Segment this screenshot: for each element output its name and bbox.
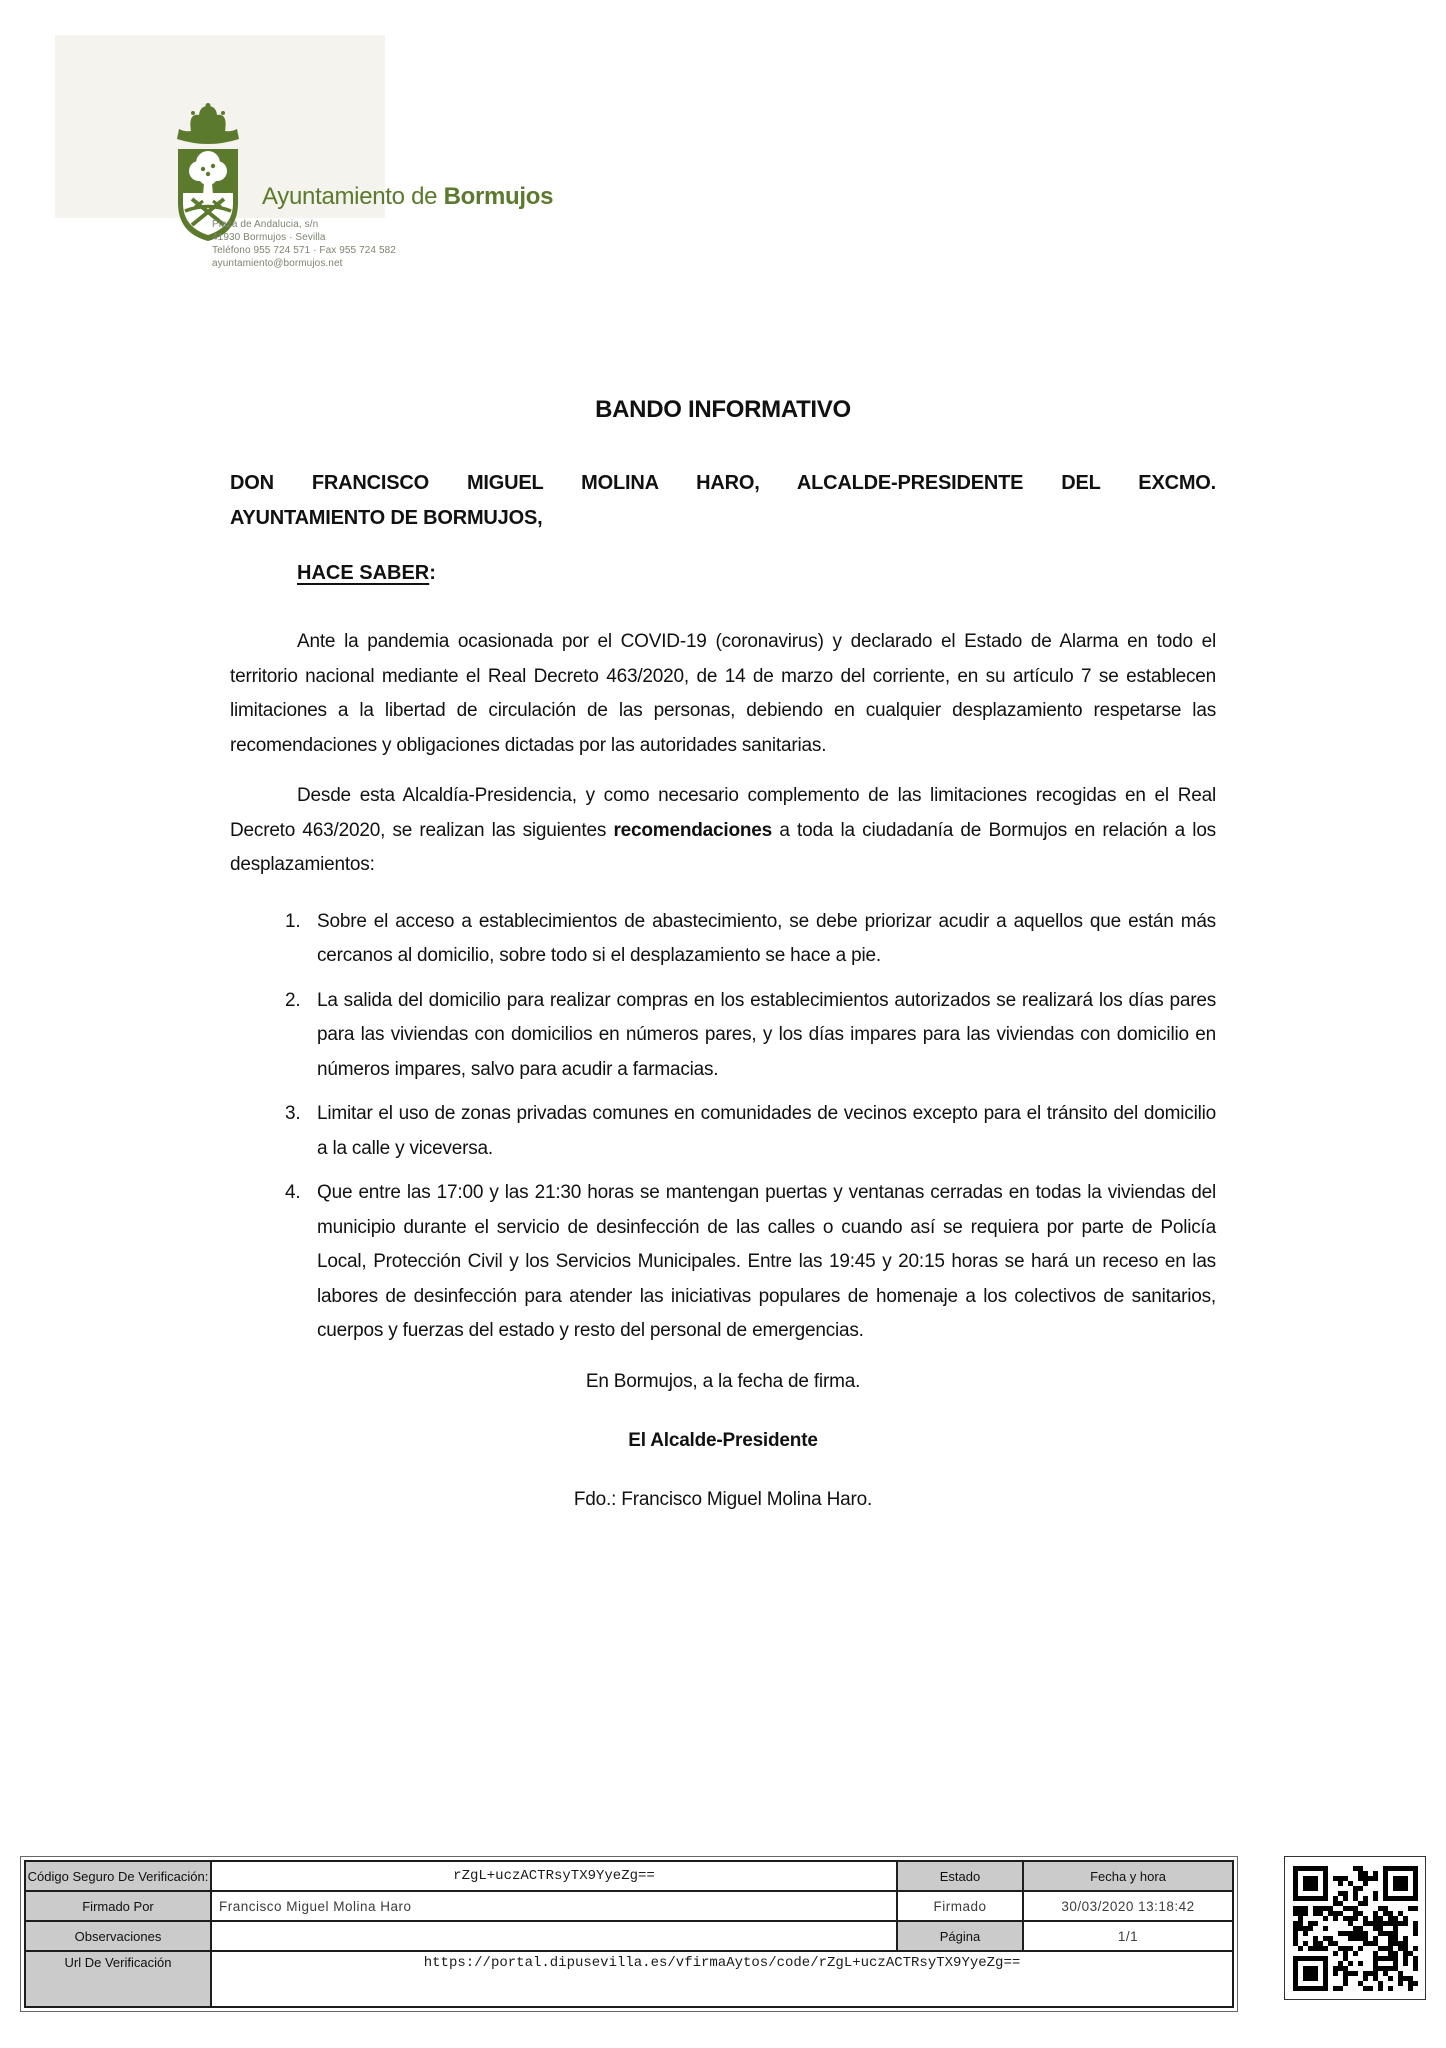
verification-table xyxy=(20,1856,1238,2012)
estado-header: Estado xyxy=(897,1861,1023,1891)
list-item xyxy=(230,984,1216,1088)
paragraph-2-bold: recomendaciones xyxy=(613,819,773,841)
observaciones-value xyxy=(211,1921,897,1951)
fecha-header: Fecha y hora xyxy=(1023,1861,1233,1891)
qr-code xyxy=(1284,1856,1426,2000)
document-body xyxy=(230,0,1216,1511)
csv-value: rZgL+uczACTRsyTX9YyeZg== xyxy=(211,1861,897,1891)
signature-line: Fdo.: Francisco Miguel Molina Haro. xyxy=(573,1488,873,1510)
intro-line-1: DON FRANCISCO MIGUEL MOLINA HARO, ALCALDE-PRESIDENTE DEL EXCMO. xyxy=(230,472,1216,494)
url-value: https://portal.dipusevilla.es/vfirmaAytos/code/rZgL+uczACTRsyTX9YyeZg== xyxy=(211,1951,1233,2007)
signer-title: El Alcalde-Presidente xyxy=(628,1429,818,1451)
table-row xyxy=(25,1951,1233,2007)
hace-saber-text: HACE SABER xyxy=(297,562,430,584)
intro-line-2: AYUNTAMIENTO DE BORMUJOS, xyxy=(230,507,543,529)
pagina-header: Página xyxy=(897,1921,1023,1951)
csv-label: Código Seguro De Verificación: xyxy=(25,1861,211,1891)
list-item-number: 4. xyxy=(285,1182,301,1203)
paragraph-2-text: Desde esta Alcaldía-Presidencia, y como necesario complemento de las limitaciones recogidas en el Real Decreto 463/2020, se realizan las siguientes xyxy=(230,785,1216,841)
qr-code-icon xyxy=(1293,1866,1418,1991)
verification-footer xyxy=(20,1856,1426,2012)
org-name-regular: Ayuntamiento de xyxy=(262,183,444,210)
intro-heading xyxy=(230,466,1216,536)
list-item-text: Que entre las 17:00 y las 21:30 horas se mantengan puertas y ventanas cerradas en todas la viviendas del municipio durante el servicio de desinfección de las calles o cuando así se requiera por parte de Policía Local, Protección Civil y los Servicios Municipales. Entre las 19:45 y 20:15 horas se hará un receso en las labores de desinfección para atender las iniciativas populares de homenaje a los colectivos de sanitarios, cuerpos y fuerzas del estado y resto del personal de emergencias. xyxy=(317,1182,1216,1341)
list-item-number: 3. xyxy=(285,1103,301,1124)
observaciones-label: Observaciones xyxy=(25,1921,211,1951)
list-item-text: La salida del domicilio para realizar compras en los establecimientos autorizados se realizará los días pares para las viviendas con domicilios en números pares, y los días impares para las viviendas con domicilio en números impares, salvo para acudir a farmacias. xyxy=(317,989,1216,1080)
hace-saber-colon: : xyxy=(429,562,436,584)
address-line: Teléfono 955 724 571 · Fax 955 724 582 xyxy=(212,245,396,256)
firmado-por-value: Francisco Miguel Molina Haro xyxy=(211,1891,897,1921)
list-item-number: 2. xyxy=(285,989,301,1011)
address-line: Plaza de Andalucia, s/n xyxy=(212,219,319,230)
fecha-value: 30/03/2020 13:18:42 xyxy=(1023,1891,1233,1921)
org-name-bold: Bormujos xyxy=(443,183,554,210)
list-item-number: 1. xyxy=(285,910,301,932)
closing-place-line: En Bormujos, a la fecha de firma. xyxy=(585,1370,861,1392)
table-row xyxy=(25,1891,1233,1921)
paragraph-1: Ante la pandemia ocasionada por el COVID-19 (coronavirus) y declarado el Estado de Alarma en todo el territorio nacional mediante el Real Decreto 463/2020, de 14 de marzo del corriente, en su artículo 7 se establecen limitaciones a la libertad de circulación de las personas, debiendo en cualquier desplazamiento respetarse las recomendaciones y obligaciones dictadas por las autoridades sanitarias. xyxy=(230,631,1216,756)
pagina-value: 1/1 xyxy=(1023,1921,1233,1951)
firmado-por-label: Firmado Por xyxy=(25,1891,211,1921)
document-title: BANDO INFORMATIVO xyxy=(595,396,851,423)
list-item xyxy=(230,1176,1216,1349)
table-row xyxy=(25,1921,1233,1951)
estado-value: Firmado xyxy=(897,1891,1023,1921)
hace-saber-heading xyxy=(297,562,1216,585)
paragraph-2-text: a toda la ciudadanía de Bormujos en relación a los desplazamientos: xyxy=(230,819,1216,875)
table-row xyxy=(25,1861,1233,1891)
address-line: 41930 Bormujos · Sevilla xyxy=(212,232,326,243)
url-label: Url De Verificación xyxy=(25,1951,211,2007)
list-item-text: Sobre el acceso a establecimientos de abastecimiento, se debe priorizar acudir a aquellos que están más cercanos al domicilio, sobre todo si el desplazamiento se hace a pie. xyxy=(317,910,1216,966)
paragraph-2 xyxy=(230,779,1216,883)
list-item xyxy=(230,1097,1216,1166)
list-item xyxy=(230,905,1216,974)
list-item-text: Limitar el uso de zonas privadas comunes en comunidades de vecinos excepto para el tránsito del domicilio a la calle y viceversa. xyxy=(317,1103,1216,1159)
recommendations-list xyxy=(230,905,1216,1349)
address-email: ayuntamiento@bormujos.net xyxy=(212,258,343,269)
